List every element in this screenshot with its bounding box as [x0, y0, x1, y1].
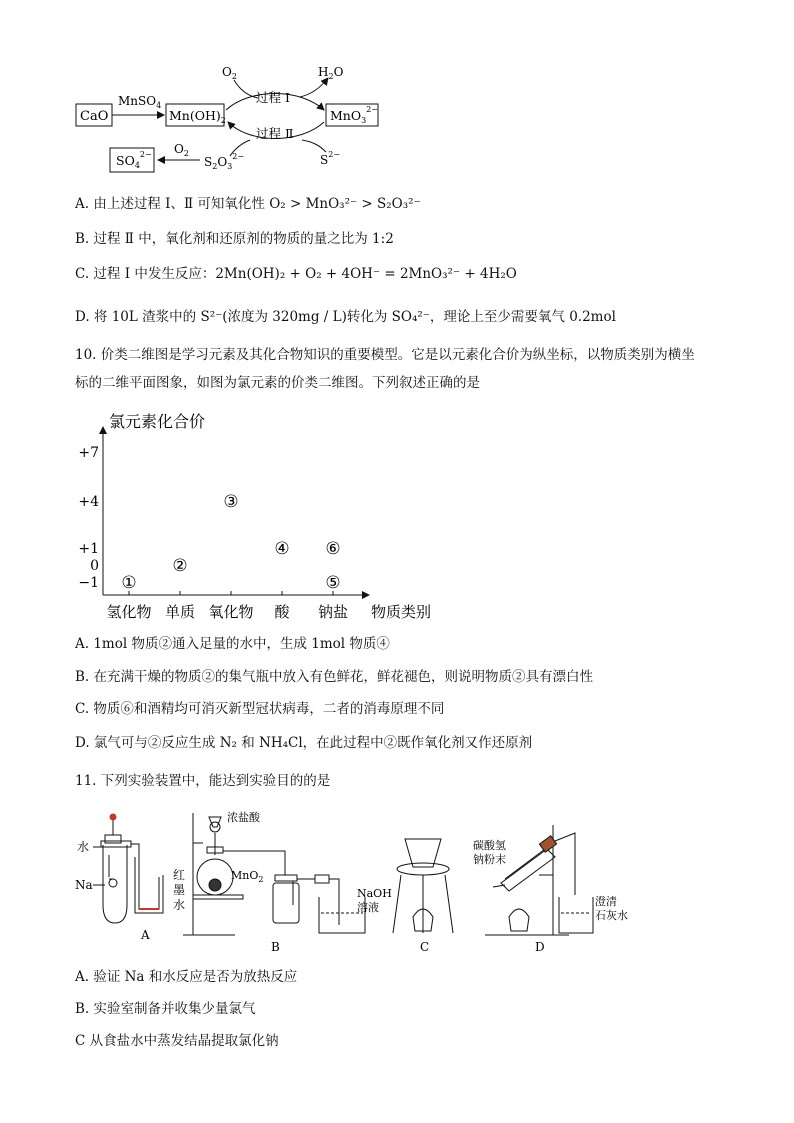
label-mno2: MnO$_2$	[231, 869, 264, 884]
q11-stem: 11. 下列实验装置中，能达到实验目的的是	[75, 773, 331, 789]
mno3-label: MnO$_3^{2-}$	[330, 105, 378, 125]
data-point: ⑥	[325, 539, 341, 559]
y-tick-label: +1	[78, 541, 99, 557]
label-red-1: 红	[173, 868, 186, 882]
label-a: A	[141, 928, 150, 942]
process2-label: 过程 Ⅱ	[256, 126, 294, 141]
y-tick-label: −1	[78, 575, 99, 591]
s2-label: $S^{2-}$	[320, 150, 341, 167]
y-tick-label: +7	[78, 445, 99, 461]
q9-option-a: A. 由上述过程 Ⅰ、Ⅱ 可知氧化性 O₂ > MnO₃²⁻ > S₂O₃²⁻	[75, 196, 421, 212]
q9-option-b: B. 过程 Ⅱ 中，氧化剂和还原剂的物质的量之比为 1:2	[75, 231, 394, 247]
apparatus-c	[393, 839, 453, 933]
y-tick-label: +4	[78, 494, 99, 510]
x-axis-label: 物质类别	[371, 603, 432, 621]
label-naoh-1: NaOH	[357, 887, 392, 900]
data-point: ①	[121, 573, 137, 593]
x-tick-label: 酸	[274, 603, 290, 621]
data-point: ⑤	[325, 573, 341, 593]
o2-in-curve	[234, 80, 258, 98]
q11-option-c: C 从食盐水中蒸发结晶提取氯化钠	[75, 1033, 279, 1049]
q10-option-c: C. 物质⑥和酒精均可消灭新型冠状病毒，二者的消毒原理不同	[75, 701, 445, 717]
so4-label: $SO_4^{2-}$	[116, 150, 152, 170]
label-red-2: 墨	[173, 883, 186, 897]
q11-option-b: B. 实验室制备并收集少量氯气	[75, 1001, 256, 1017]
o2-bottom-label: $O_2$	[174, 142, 189, 158]
process1-label: 过程 Ⅰ	[256, 90, 290, 105]
q10-option-b: B. 在充满干燥的物质②的集气瓶中放入有色鲜花，鲜花褪色，则说明物质②具有漂白性	[75, 669, 594, 685]
data-point: ③	[223, 492, 239, 512]
apparatus-b	[183, 813, 365, 935]
label-red-3: 水	[173, 898, 186, 912]
o2-top-label: $O_2$	[222, 65, 237, 81]
q10-stem-line1: 10. 价类二维图是学习元素及其化合物知识的重要模型。它是以元素化合价为纵坐标，以物质类别为横坐	[75, 347, 695, 363]
data-point: ②	[172, 556, 188, 576]
mnoh2-label: $Mn(OH)_2$	[169, 108, 226, 125]
y-tick-label: 0	[90, 558, 99, 574]
h2o-label: $H_2O$	[318, 65, 344, 81]
s2-in-curve	[302, 140, 326, 152]
x-tick-label: 钠盐	[317, 603, 349, 621]
label-c: C	[420, 940, 430, 954]
label-d: D	[535, 940, 545, 954]
s2o3-label: $S_2O_3^{2-}$	[204, 152, 245, 171]
y-axis-label: 氯元素化合价	[109, 412, 206, 431]
manganese-cycle-diagram	[70, 60, 390, 180]
data-point: ④	[274, 539, 290, 559]
label-water: 水	[77, 840, 90, 854]
label-na: Na	[75, 878, 93, 892]
label-lime-1: 澄清	[595, 895, 617, 908]
label-nahco3-2: 钠粉末	[473, 853, 506, 866]
apparatus-a	[93, 814, 163, 923]
chlorine-valence-chart	[75, 405, 435, 625]
q9-option-c: C. 过程 Ⅰ 中发生反应：2Mn(OH)₂ + O₂ + 4OH⁻ = 2MnO₃²⁻ + 4H₂O	[75, 266, 517, 282]
cao-label: CaO	[80, 109, 109, 124]
label-naoh-2: 溶液	[357, 901, 379, 914]
x-tick-label: 单质	[164, 603, 196, 621]
q10-stem-line2: 标的二维平面图象，如图为氯元素的价类二维图。下列叙述正确的是	[75, 375, 480, 391]
mnso4-label: MnSO$_4$	[118, 94, 162, 110]
label-conc-hcl: 浓盐酸	[227, 811, 260, 824]
label-b: B	[271, 940, 280, 954]
x-tick-label: 氢化物	[106, 603, 152, 621]
q10-option-d: D. 氯气可与②反应生成 N₂ 和 NH₄Cl，在此过程中②既作氧化剂又作还原剂	[75, 735, 533, 751]
q10-option-a: A. 1mol 物质②通入足量的水中，生成 1mol 物质④	[75, 636, 390, 652]
q11-option-a: A. 验证 Na 和水反应是否为放热反应	[75, 969, 298, 985]
x-tick-label: 氧化物	[208, 603, 254, 621]
label-lime-2: 石灰水	[595, 909, 628, 922]
lab-apparatus-figure	[75, 805, 655, 955]
q9-option-d: D. 将 10L 渣浆中的 S²⁻(浓度为 320mg / L)转化为 SO₄²⁻，理论上至少需要氧气 0.2mol	[75, 309, 616, 325]
label-nahco3-1: 碳酸氢	[473, 839, 506, 852]
h2o-out-arrow	[300, 78, 328, 97]
